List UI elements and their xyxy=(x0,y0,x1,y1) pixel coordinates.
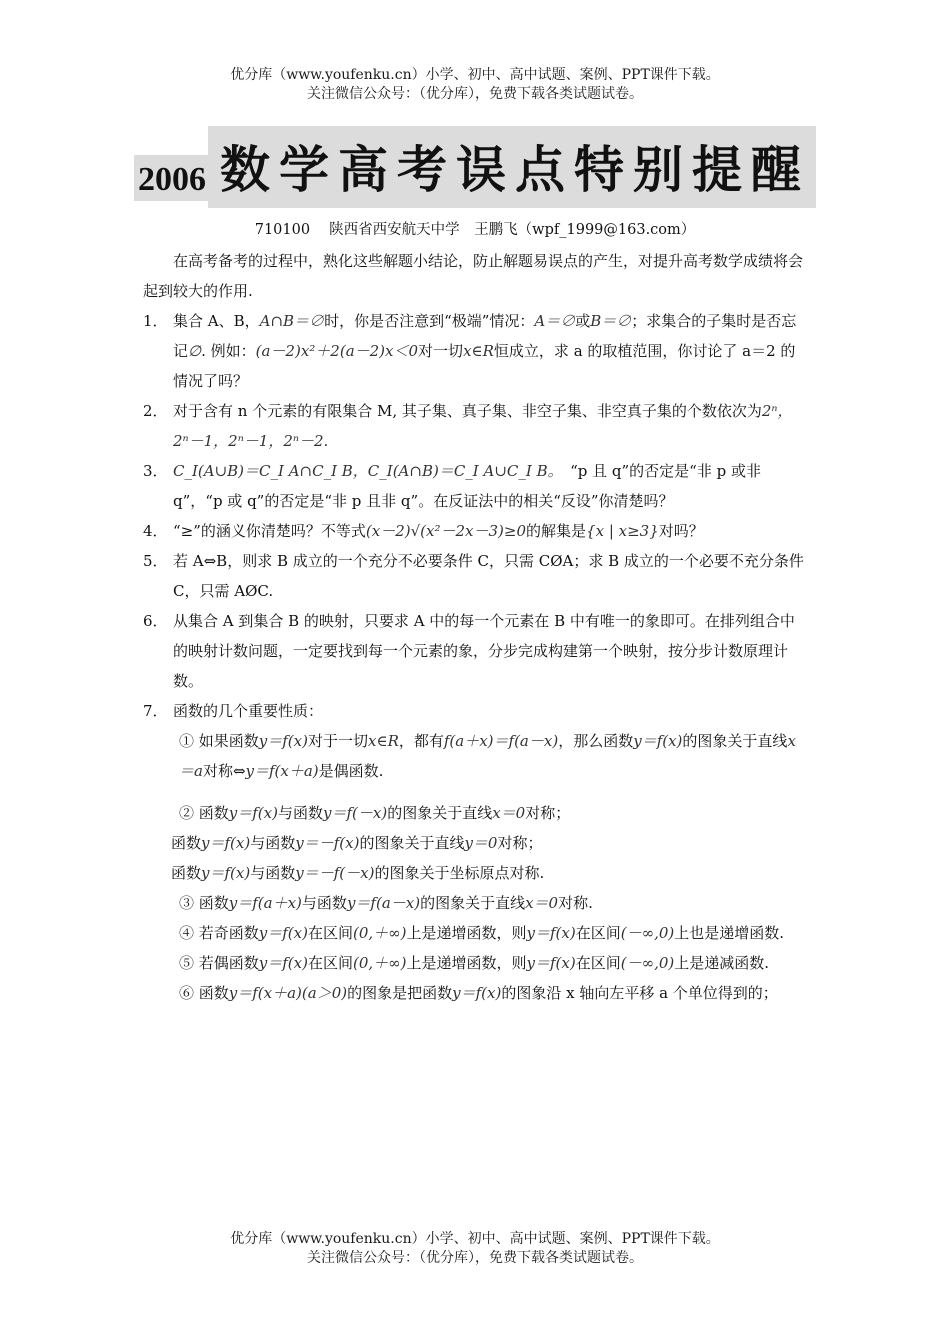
property-2c xyxy=(143,858,807,888)
math: B＝∅ xyxy=(590,312,632,330)
text: 对称⇔ xyxy=(202,762,246,780)
text: 的图象关于坐标原点对称. xyxy=(374,864,545,882)
item-text: 从集合 A 到集合 B 的映射，只要求 A 中的每一个元素在 B 中有唯一的象即可。在排列组合中的映射计数问题，一定要找到每一个元素的象，分步完成构建第一个映射，按分步计数原理计数。 xyxy=(173,612,795,690)
item-number: 5． xyxy=(143,552,168,570)
text: 函数 xyxy=(171,834,202,852)
item-text: 函数的几个重要性质： xyxy=(173,702,324,720)
text: ① 如果函数 xyxy=(179,732,259,750)
math: y＝f(x) xyxy=(201,834,251,852)
text: 上是递增函数，则 xyxy=(406,924,527,942)
math: f(a＋x)＝f(a－x) xyxy=(443,732,559,750)
math: y＝f(x) xyxy=(633,732,683,750)
intro-paragraph: 在高考备考的过程中，熟化这些解题小结论，防止解题易误点的产生，对提升高考数学成绩将会起到较大的作用. xyxy=(143,252,804,300)
text: 对于含有 n 个元素的有限集合 M, 其子集、真子集、非空子集、非空真子集的个数依次为 xyxy=(173,402,762,420)
text: 对称. xyxy=(558,894,593,912)
document-title xyxy=(0,126,950,208)
math: y＝f(x＋a) xyxy=(245,762,319,780)
text: 时，你是否注意到“极端”情况： xyxy=(324,312,535,330)
item-text: 若 A⇔B，则求 B 成立的一个充分不必要条件 C，只需 CØA；求 B 成立的一个必要不充分条件 C，只需 AØC. xyxy=(173,552,804,600)
math: (x－2)√(x²－2x－3)≥0 xyxy=(365,522,527,540)
math: A∩B＝∅ xyxy=(259,312,325,330)
math: y＝f(－x) xyxy=(323,804,388,822)
property-4 xyxy=(143,918,807,948)
spacer xyxy=(143,786,807,798)
text: 与函数 xyxy=(277,804,323,822)
footer-line-1: 优分库（www.youfenku.cn）小学、初中、高中试题、案例、PPT课件下载。 xyxy=(230,1231,720,1247)
math: (0,＋∞) xyxy=(353,924,407,942)
text: ⑥ 函数 xyxy=(179,984,229,1002)
text: 在区间 xyxy=(575,954,621,972)
list-item xyxy=(143,516,807,546)
text: 的图象关于直线 xyxy=(387,804,493,822)
text: “p 且 q”的否定是“非 p 或非 q”，“p 或 q”的否定是“非 p 且非 q”。在反证法中的相关“反设”你清楚吗？ xyxy=(173,462,761,510)
math: y＝－f(－x) xyxy=(295,864,375,882)
math: y＝f(x＋a)(a＞0) xyxy=(228,984,348,1002)
author-line: 710100 陕西省西安航天中学 王鹏飞（wpf_1999@163.com） xyxy=(254,222,696,238)
text: 的图象关于直线 xyxy=(359,834,465,852)
text: 的图象沿 x 轴向左平移 a 个单位得到的； xyxy=(501,984,778,1002)
text: 对于一切 xyxy=(307,732,368,750)
item-text xyxy=(173,516,807,546)
math: y＝f(x) xyxy=(258,732,308,750)
text: ；求集合的子集时是否忘记 xyxy=(173,312,797,360)
math: (－∞,0) xyxy=(620,954,675,972)
property-6 xyxy=(143,978,807,1008)
footer-line-2: 关注微信公众号：（优分库），免费下载各类试题试卷。 xyxy=(307,1250,643,1266)
text: . 例如： xyxy=(201,342,256,360)
text: 对一切 xyxy=(418,342,464,360)
page-footer xyxy=(0,1230,950,1268)
item-number: 4． xyxy=(143,522,168,540)
text: ，那么函数 xyxy=(558,732,634,750)
math: y＝f(x) xyxy=(258,954,308,972)
math: y＝f(x) xyxy=(526,954,576,972)
title-year: 2006 xyxy=(134,155,208,201)
item-text xyxy=(173,306,807,396)
math: x∈R xyxy=(463,342,494,360)
item-number: 1． xyxy=(143,312,168,330)
text: 函数 xyxy=(171,864,202,882)
list-item xyxy=(143,606,807,696)
property-5 xyxy=(143,948,807,978)
math: A＝∅ xyxy=(534,312,576,330)
list-item xyxy=(143,696,807,726)
math: (0,＋∞) xyxy=(353,954,407,972)
document-body xyxy=(143,246,807,1008)
math: y＝f(a－x) xyxy=(346,894,421,912)
title-main: 数学高考误点特别提醒 xyxy=(208,126,816,208)
math: y＝f(x) xyxy=(201,864,251,882)
math: y＝－f(x) xyxy=(295,834,360,852)
math: x＝a xyxy=(179,732,796,780)
math: x∈R xyxy=(368,732,399,750)
text: ③ 函数 xyxy=(179,894,229,912)
item-number: 2． xyxy=(143,402,168,420)
text: 的图象关于直线 xyxy=(420,894,526,912)
text: 对吗？ xyxy=(658,522,704,540)
text: 或 xyxy=(575,312,591,330)
math: y＝f(x) xyxy=(526,924,576,942)
text: 是偶函数. xyxy=(318,762,384,780)
math: y＝f(x) xyxy=(228,804,278,822)
list-item xyxy=(143,546,807,606)
list-item xyxy=(143,456,807,516)
property-1 xyxy=(143,726,807,786)
list-item xyxy=(143,396,807,456)
text: 与函数 xyxy=(301,894,347,912)
math: {x | x≥3} xyxy=(586,522,659,540)
math: y＝f(x) xyxy=(258,924,308,942)
property-3 xyxy=(143,888,807,918)
text: 与函数 xyxy=(250,834,296,852)
property-2 xyxy=(143,798,807,828)
text: 恒成立，求 a 的取植范围，你讨论了 a＝2 的情况了吗？ xyxy=(173,342,796,390)
item-number: 3． xyxy=(143,462,168,480)
text: 上是递减函数. xyxy=(674,954,770,972)
text: ⑤ 若偶函数 xyxy=(179,954,259,972)
text: 对称； xyxy=(525,804,571,822)
text: 的图象是把函数 xyxy=(347,984,453,1002)
text: ，都有 xyxy=(398,732,444,750)
header-line-1: 优分库（www.youfenku.cn）小学、初中、高中试题、案例、PPT课件下载。 xyxy=(230,67,720,83)
text: 上是递增函数，则 xyxy=(406,954,527,972)
item-text xyxy=(173,456,807,516)
math: y＝0 xyxy=(464,834,498,852)
math: y＝f(a＋x) xyxy=(228,894,302,912)
text: 的解集是 xyxy=(526,522,587,540)
text: 集合 A、B， xyxy=(173,312,260,330)
page-header xyxy=(0,66,950,104)
math: x＝0 xyxy=(525,894,559,912)
text: 的图象关于直线 xyxy=(682,732,788,750)
math: 2ⁿ，2ⁿ－1，2ⁿ－1，2ⁿ－2. xyxy=(173,402,793,450)
text: 在区间 xyxy=(575,924,621,942)
math: x＝0 xyxy=(492,804,526,822)
text: ④ 若奇函数 xyxy=(179,924,259,942)
math: C_I(A∪B)＝C_I A∩C_I B，C_I(A∩B)＝C_I A∪C_I B。 xyxy=(173,462,556,480)
text: 与函数 xyxy=(250,864,296,882)
text: 在区间 xyxy=(307,954,353,972)
text: “≥”的涵义你清楚吗？不等式 xyxy=(173,522,366,540)
header-line-2: 关注微信公众号：（优分库），免费下载各类试题试卷。 xyxy=(307,86,643,102)
text: 上也是递增函数. xyxy=(674,924,785,942)
math: y＝f(x) xyxy=(452,984,502,1002)
item-number: 6． xyxy=(143,612,168,630)
property-2b xyxy=(143,828,807,858)
math: (－∞,0) xyxy=(620,924,675,942)
item-number: 7． xyxy=(143,702,168,720)
math: ∅ xyxy=(188,342,202,360)
text: 对称； xyxy=(497,834,543,852)
list-item xyxy=(143,306,807,396)
item-text xyxy=(173,396,807,456)
text: 在区间 xyxy=(307,924,353,942)
text: ② 函数 xyxy=(179,804,229,822)
math: (a－2)x²＋2(a－2)x＜0 xyxy=(255,342,419,360)
